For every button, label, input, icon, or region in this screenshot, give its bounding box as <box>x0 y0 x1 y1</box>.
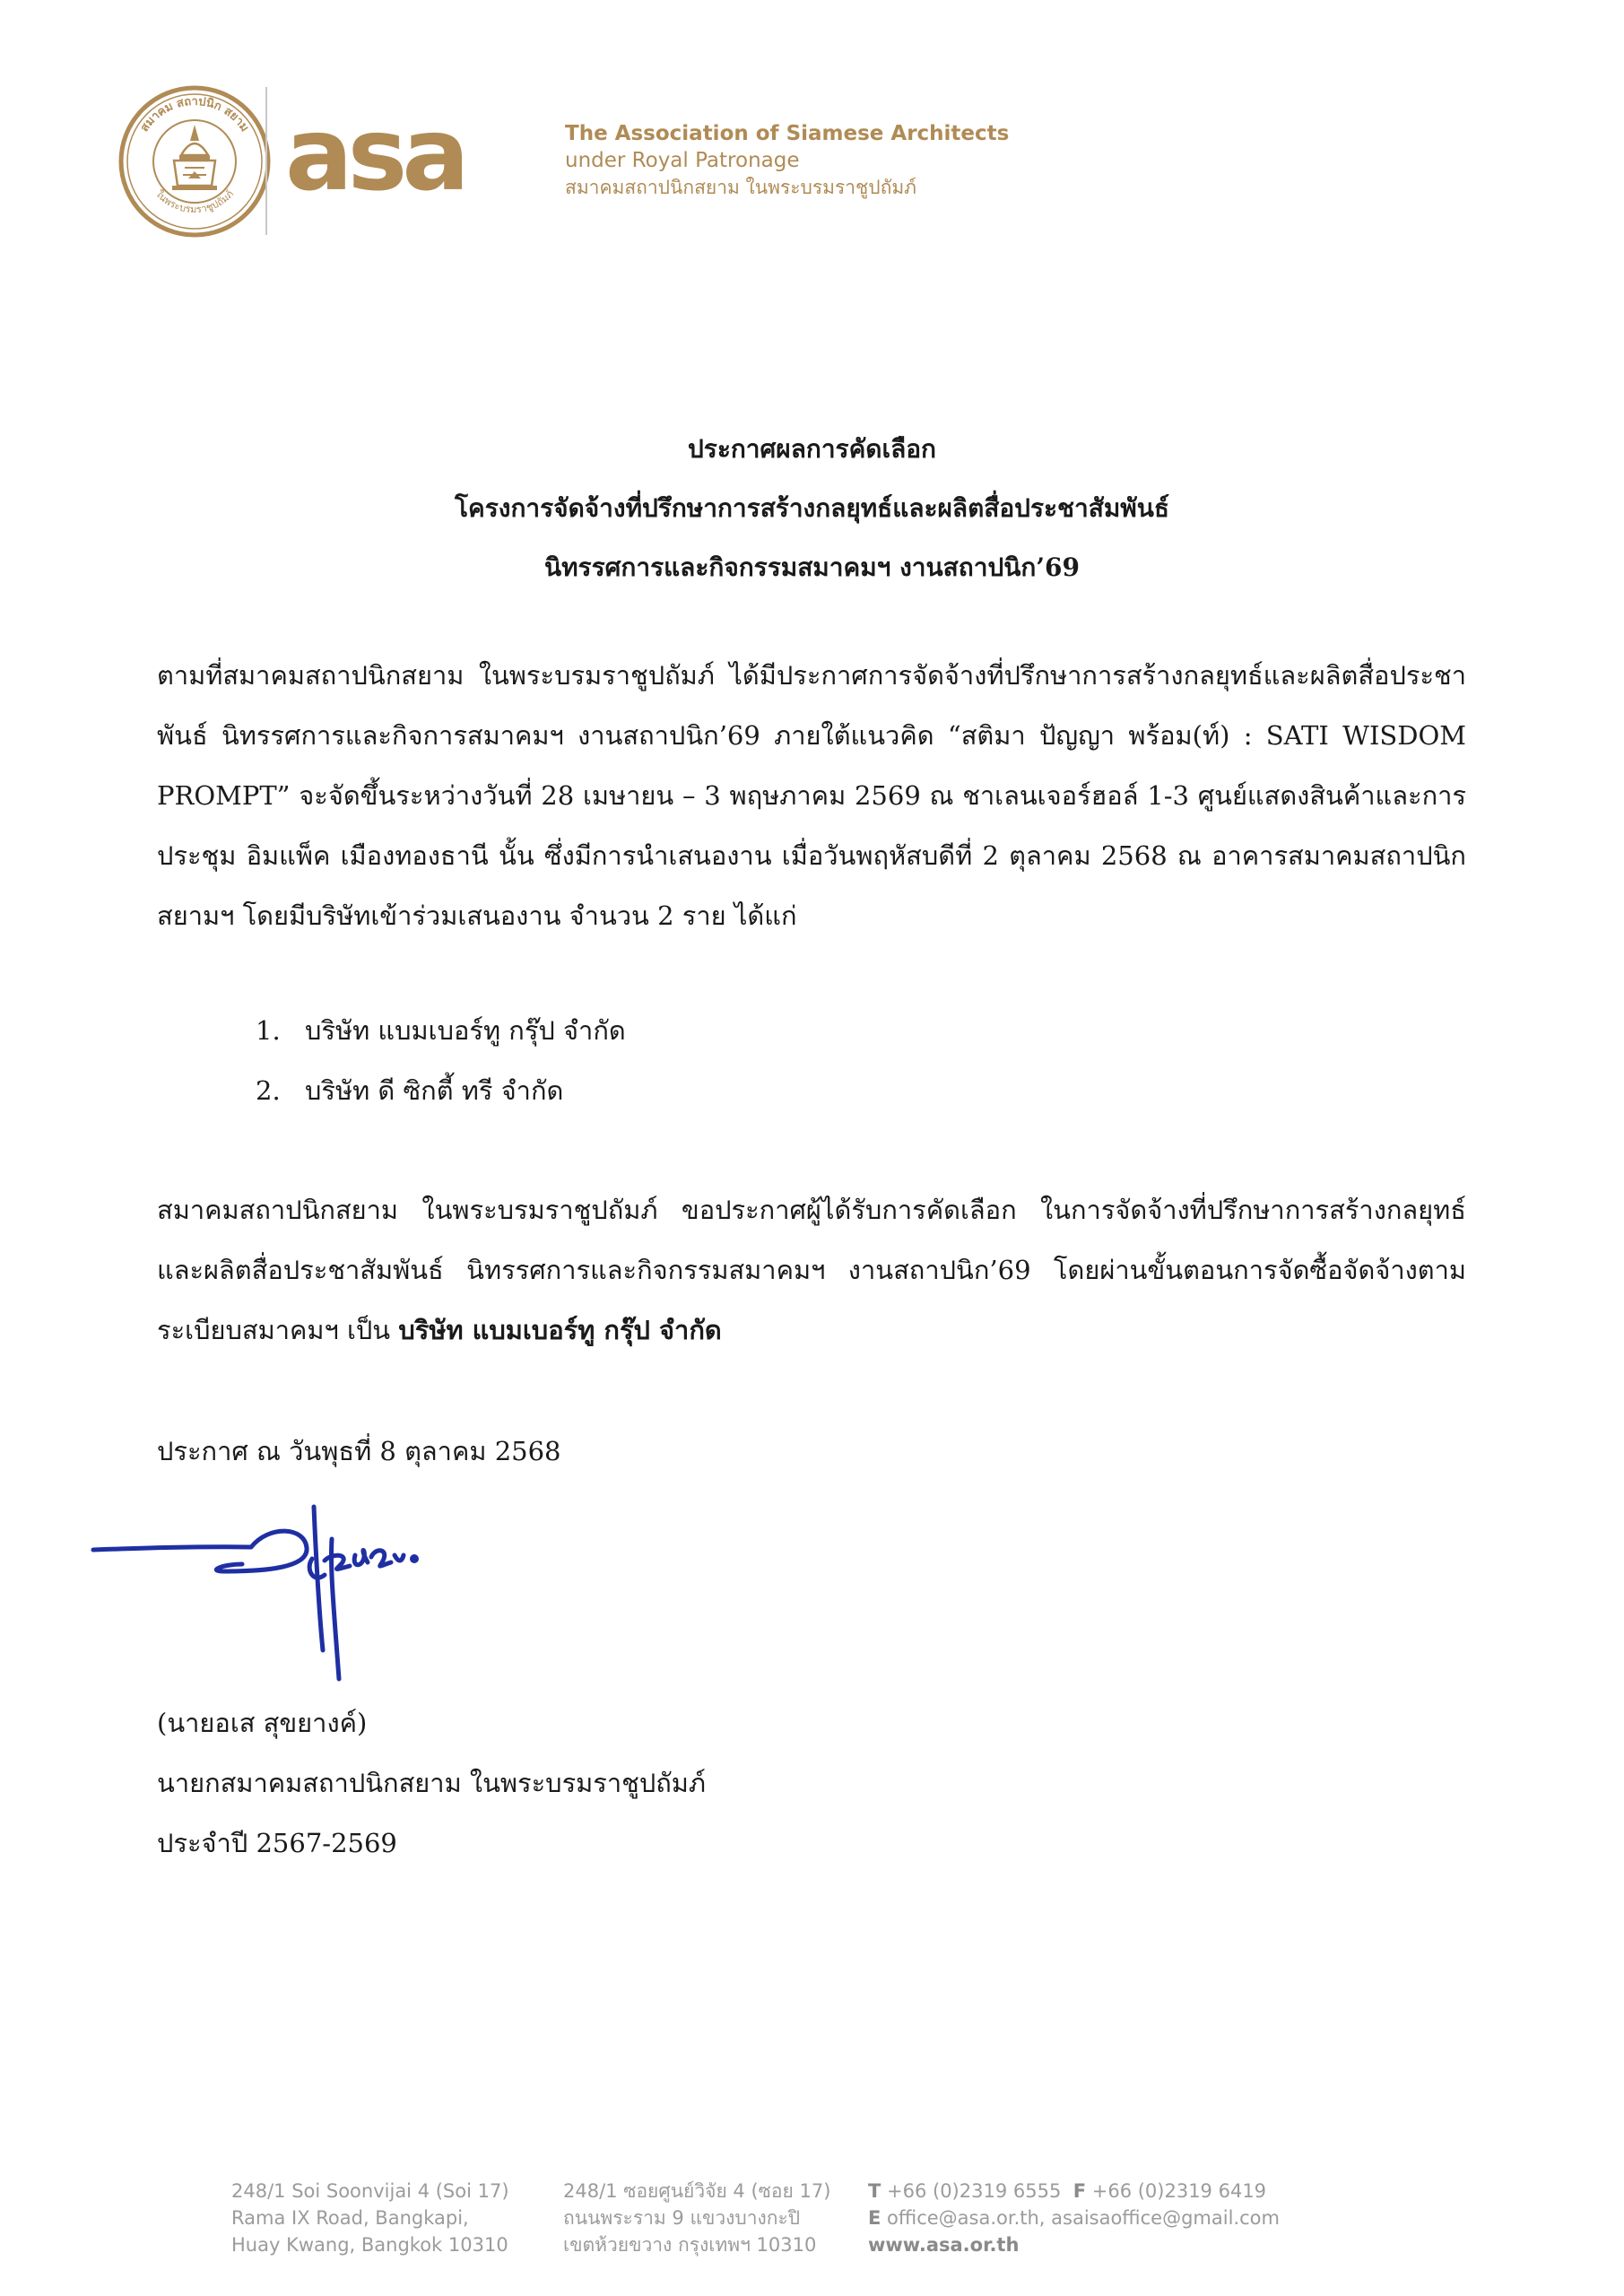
seal-top-text: สมาคม สถาปนิก สยาม <box>137 94 252 135</box>
organization-patronage-en: under Royal Patronage <box>565 149 800 172</box>
bidder-company-list <box>256 1001 1332 1121</box>
header-divider <box>265 87 267 235</box>
footer-address-line: Rama IX Road, Bangkapi, <box>231 2207 469 2229</box>
announcement-date: ประกาศ ณ วันพุธที่ 8 ตุลาคม 2568 <box>157 1436 561 1466</box>
footer-website-link[interactable]: www.asa.or.th <box>868 2234 1020 2256</box>
organization-name-th: สมาคมสถาปนิกสยาม ในพระบรมราชูปถัมภ์ <box>565 177 917 198</box>
intro-paragraph: ตามที่สมาคมสถาปนิกสยาม ในพระบรมราชูปถัมภ์ ได้มีประกาศการจัดจ้างที่ปรึกษาการสร้างกลยุทธ์และผลิตสื่อประชาพันธ์ นิทรรศการและกิจการสมาคมฯ งานสถาปนิก’69 ภายใต้แนวคิด “สติมา ปัญญา พร้อม(ท์) : SATI WISDOM PROMPT” จะจัดขึ้นระหว่างวันที่ 28 เมษายน – 3 พฤษภาคม 2569 ณ ชาเลนเจอร์ฮอล์ 1-3 ศูนย์แสดงสินค้าและการประชุม อิมแพ็ค เมืองทองธานี นั้น ซึ่งมีการนำเสนองาน เมื่อวันพฤหัสบดีที่ 2 ตุลาคม 2568 ณ อาคารสมาคมสถาปนิกสยามฯ โดยมีบริษัทเข้าร่วมเสนองาน จำนวน 2 ราย ได้แก่ <box>157 660 1466 931</box>
footer-email[interactable]: office@asa.or.th, asaisaoffice@gmail.com <box>887 2207 1280 2229</box>
list-item-number: 2. <box>256 1075 281 1106</box>
company-name: บริษัท แบมเบอร์ทู กรุ๊ป จำกัด <box>305 1015 626 1046</box>
signer-block <box>157 1693 706 1874</box>
company-name: บริษัท ดี ซิกตี้ ทรี จำกัด <box>305 1075 564 1106</box>
svg-text:ในพระบรมราชูปถัมภ์ <box>153 188 236 215</box>
signer-term: ประจำปี 2567-2569 <box>157 1828 397 1858</box>
announcement-title <box>0 420 1624 597</box>
result-text: สมาคมสถาปนิกสยาม ในพระบรมราชูปถัมภ์ ขอประกาศผู้ได้รับการคัดเลือก ในการจัดจ้างที่ปรึกษาการสร้างกลยุทธ์และผลิตสื่อประชาสัมพันธ์ นิทรรศการและกิจกรรมสมาคมฯ งานสถาปนิก’69 โดยผ่านขั้นตอนการจัดซื้อจัดจ้างตามระเบียบสมาคมฯ เป็น <box>157 1195 1466 1345</box>
organization-name-en: The Association of Siamese Architects <box>565 122 1010 145</box>
association-seal-logo <box>118 85 271 238</box>
footer-address-line: 248/1 ซอยศูนย์วิจัย 4 (ซอย 17) <box>563 2180 831 2202</box>
title-line-1: ประกาศผลการคัดเลือก <box>688 434 936 464</box>
footer-address-line: 248/1 Soi Soonvijai 4 (Soi 17) <box>231 2180 509 2202</box>
footer-fax: +66 (0)2319 6419 <box>1091 2180 1267 2202</box>
list-item <box>256 1001 1332 1061</box>
footer-address-line: ถนนพระราม 9 แขวงบางกะปิ <box>563 2207 801 2229</box>
signer-position: นายกสมาคมสถาปนิกสยาม ในพระบรมราชูปถัมภ์ <box>157 1768 707 1798</box>
list-item-number: 1. <box>256 1015 281 1046</box>
footer-address-line: เขตห้วยขวาง กรุงเทพฯ 10310 <box>563 2234 817 2256</box>
seal-bottom-text: ในพระบรมราชูปถัมภ์ <box>152 187 237 216</box>
title-line-3: นิทรรศการและกิจกรรมสมาคมฯ งานสถาปนิก’69 <box>543 552 1081 582</box>
asa-wordmark-logo: asa <box>285 97 465 213</box>
footer-address-th <box>563 2178 830 2258</box>
handwritten-signature <box>90 1471 502 1695</box>
signer-name: (นายอเส สุขยางค์) <box>157 1708 368 1738</box>
footer-address-en <box>231 2178 509 2258</box>
footer-contact <box>868 2178 1280 2258</box>
organization-name-block <box>565 120 1010 201</box>
email-label: E <box>868 2207 881 2229</box>
fax-label: F <box>1073 2180 1087 2202</box>
selected-company: บริษัท แบมเบอร์ทู กรุ๊ป จำกัด <box>398 1315 722 1345</box>
footer-address-line: Huay Kwang, Bangkok 10310 <box>231 2234 508 2256</box>
title-line-2: โครงการจัดจ้างที่ปรึกษาการสร้างกลยุทธ์และผลิตสื่อประชาสัมพันธ์ <box>454 493 1169 523</box>
result-paragraph <box>157 1180 1466 1361</box>
footer-phone: +66 (0)2319 6555 <box>887 2180 1062 2202</box>
tel-label: T <box>868 2180 881 2202</box>
list-item <box>256 1061 1332 1121</box>
